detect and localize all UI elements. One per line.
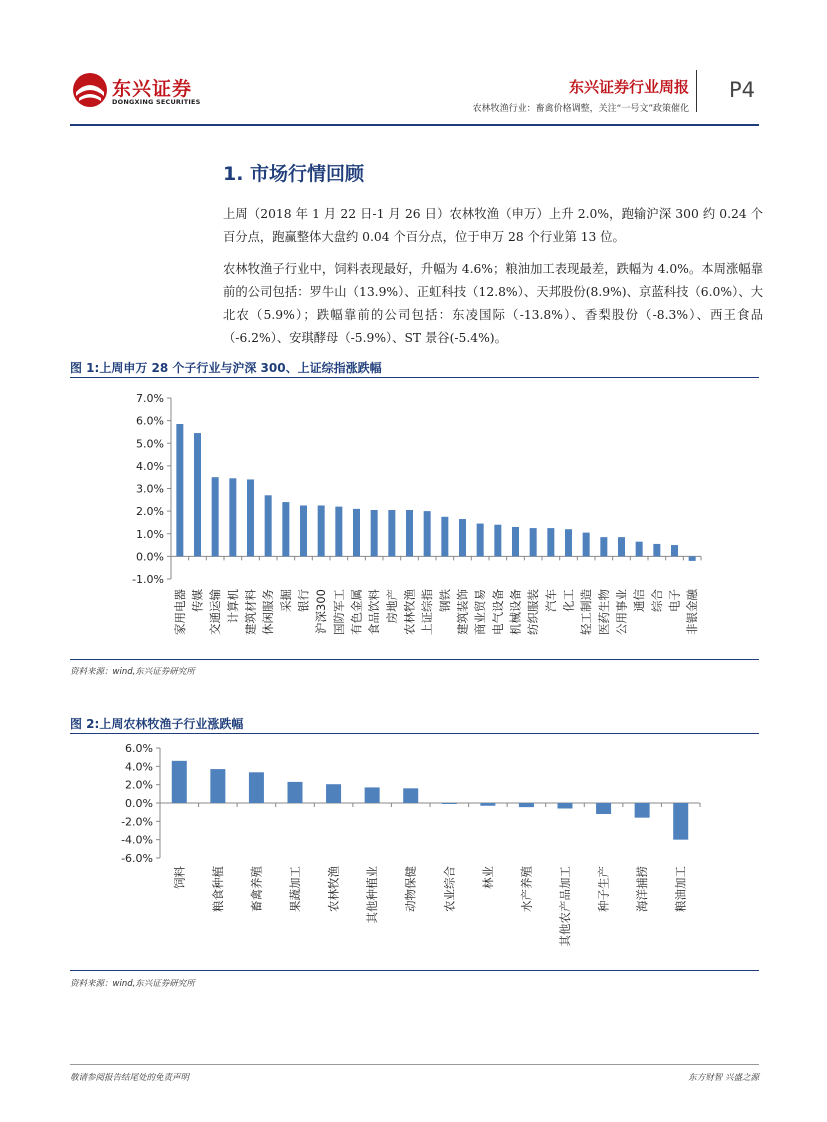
x-tick-label: 医药生物 [596, 589, 611, 635]
bar [403, 788, 418, 803]
x-tick-label: 采掘 [278, 589, 293, 612]
x-tick-label: 果蔬加工 [288, 866, 302, 912]
x-tick-label: 汽车 [543, 589, 558, 612]
paragraph-1: 上周（2018 年 1 月 22 日-1 月 26 日）农林牧渔（申万）上升 2.0%，跑输沪深 300 约 0.24 个百分点，跑赢整体大盘约 0.04 个百分点，位于申万 28 个行业第 13 位。 [223, 207, 763, 244]
x-tick-label: 公用事业 [614, 589, 629, 635]
y-tick-label: -6.0% [121, 852, 153, 865]
bar [442, 803, 457, 804]
bar [565, 529, 572, 556]
bar [172, 761, 187, 803]
bar [365, 787, 380, 803]
x-tick-label: 粮油加工 [673, 866, 688, 912]
bar [480, 803, 495, 806]
bar [547, 528, 554, 556]
x-tick-label: 农业综合 [442, 866, 457, 912]
header-rule [70, 124, 759, 126]
y-tick-label: 2.0% [136, 505, 164, 519]
bar [671, 545, 678, 556]
x-tick-label: 交通运输 [208, 589, 223, 635]
bar [326, 784, 341, 803]
bar [353, 509, 360, 557]
figure-2-title: 图 2:上周农林牧渔子行业涨跌幅 [70, 717, 244, 731]
y-tick-label: -4.0% [121, 833, 153, 847]
y-tick-label: 3.0% [136, 482, 164, 496]
bar [558, 803, 573, 809]
bar [424, 511, 431, 556]
x-tick-label: 粮食种植 [210, 866, 225, 912]
bar [477, 524, 484, 557]
bar [494, 525, 501, 557]
figure-2-source: 资料来源：wind,东兴证券研究所 [70, 979, 195, 989]
report-title: 东兴证券行业周报 [568, 78, 689, 96]
y-tick-label: 4.0% [125, 760, 153, 774]
bar [335, 507, 342, 557]
x-tick-label: 化工 [561, 589, 576, 612]
y-tick-label: -2.0% [121, 815, 153, 829]
bar [318, 505, 325, 556]
y-tick-label: 6.0% [136, 414, 164, 428]
header-divider [696, 70, 697, 112]
y-tick-label: 2.0% [125, 778, 153, 792]
x-tick-label: 电气设备 [490, 589, 505, 635]
x-tick-label: 国防军工 [331, 589, 346, 635]
bar [689, 556, 696, 561]
x-tick-label: 轻工制造 [579, 589, 594, 635]
x-tick-label: 非银金融 [685, 589, 700, 635]
brand-name-en: DONGXING SECURITIES [112, 98, 201, 106]
x-tick-label: 通信 [632, 589, 647, 612]
x-tick-label: 林业 [480, 866, 495, 889]
bar [176, 424, 183, 556]
x-tick-label: 水产养殖 [519, 866, 534, 912]
bar [653, 544, 660, 556]
brand-name-cn: 东兴证券 [112, 78, 193, 100]
y-tick-label: 0.0% [125, 797, 153, 810]
y-tick-label: 4.0% [136, 459, 164, 473]
x-tick-label: 其他种植业 [365, 866, 380, 924]
bar [247, 479, 254, 556]
x-tick-label: 电子 [667, 589, 682, 612]
x-tick-label: 动物保健 [403, 866, 418, 912]
bar [210, 769, 225, 803]
x-tick-label: 饲料 [172, 866, 187, 889]
page-number: P4 [729, 78, 756, 102]
bar [388, 510, 395, 556]
x-tick-label: 休闲服务 [261, 589, 276, 635]
bar [282, 502, 289, 556]
x-tick-label: 沪深300 [314, 589, 329, 634]
x-tick-label: 食品饮料 [367, 589, 382, 635]
x-tick-label: 有色金属 [349, 589, 364, 635]
x-tick-label: 建筑材料 [243, 589, 258, 635]
footer-slogan: 东方财智 兴盛之源 [688, 1073, 759, 1083]
figure-1-chart [70, 382, 759, 660]
x-tick-label: 海洋捕捞 [635, 866, 650, 912]
bar [371, 510, 378, 556]
bar [512, 527, 519, 556]
y-tick-label: -1.0% [132, 573, 164, 586]
x-tick-label: 银行 [296, 589, 311, 612]
x-tick-label: 其他农产品加工 [558, 866, 572, 947]
x-tick-label: 纺织服装 [526, 589, 541, 635]
x-tick-label: 畜禽养殖 [249, 866, 264, 912]
bar [530, 528, 537, 556]
bar [300, 505, 307, 556]
x-tick-label: 种子生产 [596, 866, 611, 912]
x-tick-label: 传媒 [190, 589, 205, 612]
bar [618, 537, 625, 556]
footer-rule [70, 1064, 759, 1065]
x-tick-label: 计算机 [225, 589, 240, 624]
figure-1-bottom-rule [70, 659, 759, 660]
report-subtitle: 农林牧渔行业：畜禽价格调整，关注“一号文”政策催化 [472, 104, 689, 114]
x-tick-label: 上证综指 [420, 589, 435, 635]
bar [459, 519, 466, 556]
y-tick-label: 7.0% [136, 392, 164, 405]
footer-disclaimer: 敬请参阅报告结尾处的免责声明 [70, 1073, 190, 1083]
x-tick-label: 综合 [649, 589, 664, 612]
section-title: 1. 市场行情回顾 [223, 163, 365, 185]
bar [600, 537, 607, 556]
figure-2-bottom-rule [70, 970, 759, 971]
bar [519, 803, 534, 807]
bar [406, 510, 413, 556]
y-tick-label: 5.0% [136, 437, 164, 451]
bar [288, 782, 303, 803]
bar [194, 433, 201, 556]
figure-1-rule [70, 377, 759, 378]
bar [596, 803, 611, 814]
bar [441, 517, 448, 557]
figure-1-title: 图 1:上周申万 28 个子行业与沪深 300、上证综指涨跌幅 [70, 361, 382, 375]
bar [212, 477, 219, 556]
x-tick-label: 家用电器 [172, 589, 187, 635]
x-tick-label: 商业贸易 [473, 589, 488, 635]
paragraph-2: 农林牧渔子行业中，饲料表现最好，升幅为 4.6%；粮油加工表现最差，跌幅为 4.0%。本周涨幅靠前的公司包括：罗牛山（13.9%）、正虹科技（12.8%）、天邦股份(8.9%)、京蓝科技（6.0%）、大北农（5.9%）；跌幅靠前的公司包括：东凌国际（-13.8%）、香梨股份（-8.3%）、西王食品（-6.2%）、安琪酵母（-5.9%）、ST 景谷(-5.4%)。 [223, 262, 763, 345]
figure-2-rule [70, 733, 759, 734]
bar [229, 478, 236, 556]
y-tick-label: 0.0% [136, 550, 164, 564]
x-tick-label: 钢铁 [437, 589, 452, 612]
figure-2-chart [70, 737, 759, 970]
bar [583, 533, 590, 557]
x-tick-label: 机械设备 [508, 589, 523, 635]
y-tick-label: 6.0% [125, 742, 153, 755]
bar [635, 803, 650, 818]
bar [636, 542, 643, 557]
y-tick-label: 1.0% [136, 527, 164, 541]
x-tick-label: 农林牧渔 [402, 589, 417, 635]
x-tick-label: 建筑装饰 [455, 589, 470, 635]
x-tick-label: 农林牧渔 [326, 866, 341, 912]
bar [265, 495, 272, 556]
bar [673, 803, 688, 840]
bar [249, 772, 264, 803]
x-tick-label: 房地产 [384, 589, 399, 624]
figure-1-source: 资料来源：wind,东兴证券研究所 [70, 667, 195, 677]
